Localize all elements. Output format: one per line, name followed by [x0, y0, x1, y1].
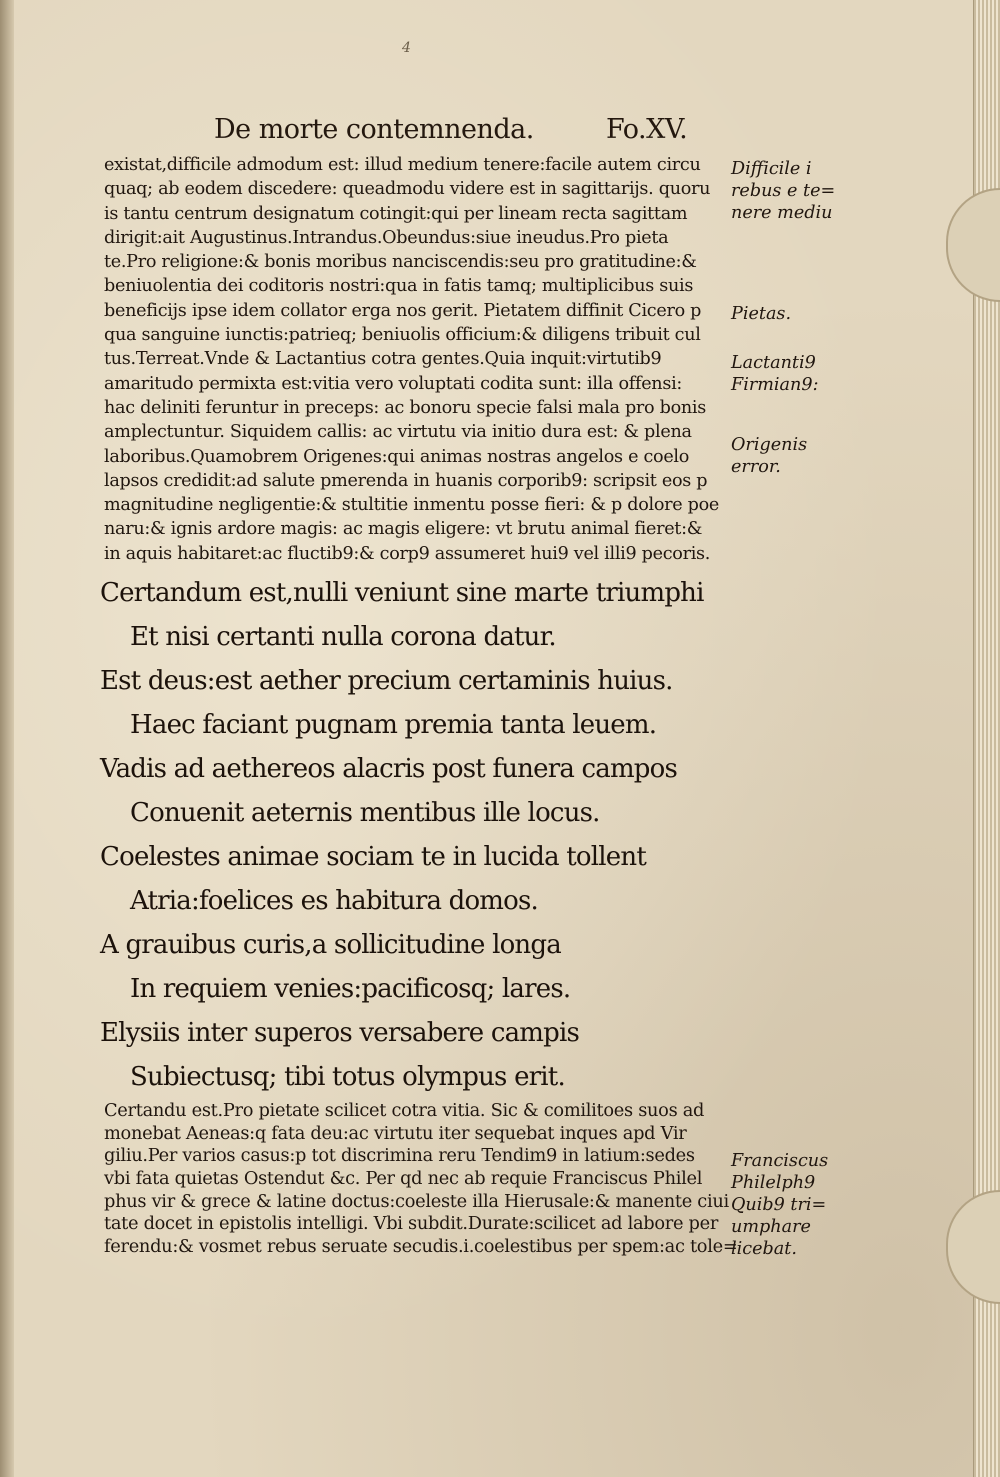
verse-line: Atria:foelices es habitura domos. [130, 886, 539, 916]
text-line: phus vir & grece & latine doctus:coeleste illa Hierusale:& manente ciui [104, 1190, 729, 1212]
verse-line: Elysiis inter superos versabere campis [100, 1018, 580, 1048]
margin-line: error. [731, 457, 781, 477]
margin-line: umphare [731, 1217, 811, 1237]
page-gutter [0, 0, 14, 1477]
margin-note-difficile [731, 158, 835, 224]
header-title: De morte contemnenda. [214, 114, 534, 145]
text-line: ferendu:& vosmet rebus seruate secudis.i.coelestibus per spem:ac tole= [104, 1236, 738, 1258]
folio-mark: 4 [402, 40, 411, 56]
page-tab-upper [946, 188, 1000, 302]
text-line: beniuolentia dei coditoris nostri:qua in fatis tamq; multiplicibus suis [104, 276, 694, 297]
text-line: hac deliniti feruntur in preceps: ac bonoru specie falsi mala pro bonis [104, 397, 706, 418]
text-line: dirigit:ait Augustinus.Intrandus.Obeundus:siue ineudus.Pro pieta [104, 227, 669, 248]
verse-line: Certandum est,nulli veniunt sine marte triumphi [100, 578, 704, 608]
margin-note-origenis [731, 434, 807, 478]
text-line: monebat Aeneas:q fata deu:ac virtutu iter sequebat inques apd Vir [104, 1122, 687, 1144]
margin-note-lactantius [731, 352, 819, 396]
text-line: in aquis habitaret:ac fluctib9:& corp9 assumeret hui9 vel illi9 pecoris. [104, 543, 711, 564]
text-line: te.Pro religione:& bonis moribus nanciscendis:seu pro gratitudine:& [104, 252, 697, 273]
margin-line: Difficile i [731, 159, 812, 179]
text-line: tate docet in epistolis intelligi. Vbi subdit.Durate:scilicet ad labore per [104, 1213, 719, 1235]
folio-number: Fo.XV. [606, 114, 688, 145]
text-line: amplectuntur. Siquidem callis: ac virtutu via initio dura est: & plena [104, 422, 692, 443]
text-line: naru:& ignis ardore magis: ac magis eligere: vt brutu animal fieret:& [104, 519, 703, 540]
margin-line: Lactanti9 [731, 353, 816, 373]
text-line: lapsos credidit:ad salute pmerenda in huanis corporib9: scripsit eos p [104, 470, 708, 491]
commentary-top [104, 153, 729, 566]
text-line: is tantu centrum designatum cotingit:qui per lineam recta sagittam [104, 203, 688, 224]
verse-line: Coelestes animae sociam te in lucida tollent [100, 842, 646, 872]
verse-line: Conuenit aeternis mentibus ille locus. [130, 798, 600, 828]
text-line: Certandu est.Pro pietate scilicet cotra vitia. Sic & comilitoes suos ad [104, 1100, 705, 1121]
margin-note-franciscus [731, 1150, 828, 1260]
margin-line: Quib9 tri= [731, 1195, 827, 1215]
verse-line: Vadis ad aethereos alacris post funera campos [100, 754, 678, 784]
margin-line: Pietas. [731, 304, 792, 324]
margin-line: Firmian9: [731, 375, 819, 395]
margin-line: Philelph9 [731, 1173, 816, 1193]
text-line: giliu.Per varios casus:p tot discrimina reru Tendim9 in latium:sedes [104, 1145, 695, 1167]
margin-line: licebat. [731, 1239, 797, 1259]
text-line: quaq; ab eodem discedere: queadmodu videre est in sagittarijs. quoru [104, 179, 711, 200]
text-line: vbi fata quietas Ostendut &c. Per qd nec ab requie Franciscus Philel [104, 1168, 703, 1190]
verse-line: In requiem venies:pacificosq; lares. [130, 974, 571, 1004]
commentary-bottom [104, 1100, 738, 1259]
margin-line: nere mediu [731, 203, 833, 223]
page-tab-lower [946, 1190, 1000, 1304]
text-line: laboribus.Quamobrem Origenes:qui animas nostras angelos e coelo [104, 446, 690, 467]
text-line: magnitudine negligentie:& stultitie inmentu posse fieri: & p dolore poe [104, 495, 719, 516]
verse-line: Subiectusq; tibi totus olympus erit. [130, 1062, 565, 1092]
margin-line: Origenis [731, 435, 808, 455]
text-line: qua sanguine iunctis:patrieq; beniuolis officium:& diligens tribuit cul [104, 325, 701, 346]
margin-line: rebus e te= [731, 181, 836, 201]
verse-line: Et nisi certanti nulla corona datur. [130, 622, 556, 652]
text-line: amaritudo permixta est:vitia vero voluptati codita sunt: illa offensi: [104, 373, 683, 394]
text-line: beneficijs ipse idem collator erga nos gerit. Pietatem diffinit Cicero p [104, 300, 702, 321]
text-line: existat,difficile admodum est: illud medium tenere:facile autem circu [104, 155, 701, 175]
verse-line: Est deus:est aether precium certaminis huius. [100, 666, 673, 696]
text-line: tus.Terreat.Vnde & Lactantius cotra gentes.Quia inquit:virtutib9 [104, 349, 662, 370]
verse-line: A grauibus curis,a sollicitudine longa [100, 930, 561, 960]
margin-note-pietas [731, 303, 791, 325]
verse-line: Haec faciant pugnam premia tanta leuem. [130, 710, 657, 740]
margin-line: Franciscus [731, 1151, 829, 1171]
